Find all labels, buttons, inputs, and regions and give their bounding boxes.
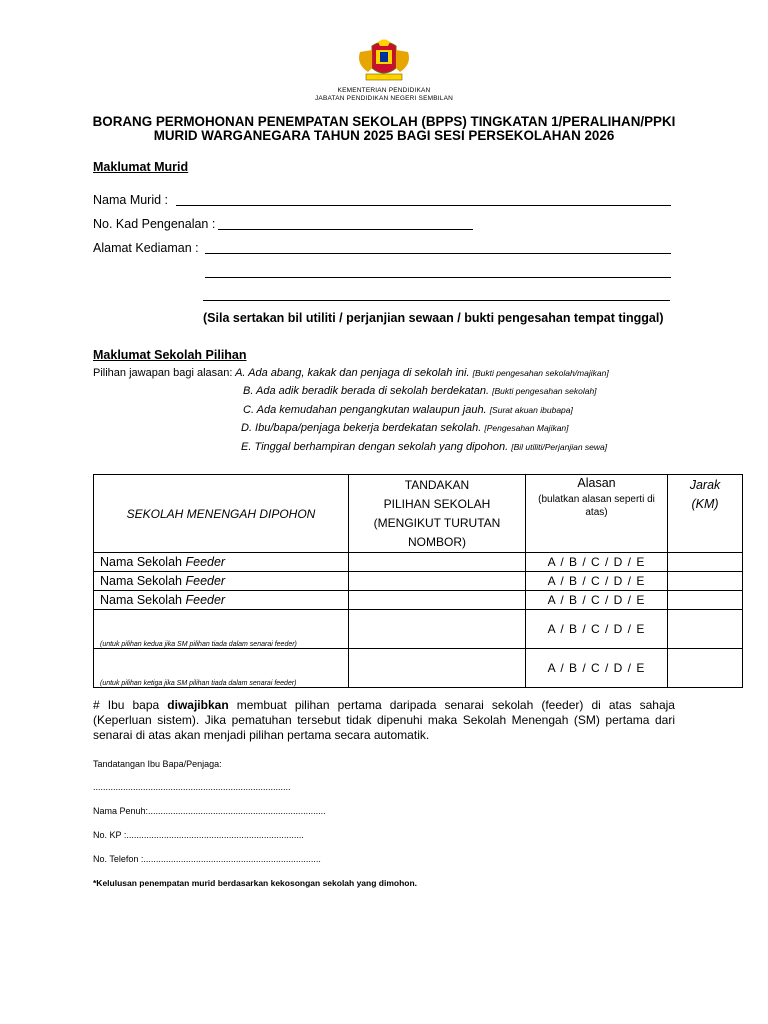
choice-cell[interactable] [349, 591, 526, 610]
approval-footnote: *Kelulusan penempatan murid berdasarkan kekosongan sekolah yang dimohon. [93, 878, 418, 888]
reason-cell[interactable]: A / B / C / D / E [526, 591, 668, 610]
reason-option-a [93, 367, 609, 379]
form-title-line1: BORANG PERMOHONAN PENEMPATAN SEKOLAH (BPPS) TINGKATAN 1/PERALIHAN/PPKI [92, 114, 676, 129]
school-section-heading: Maklumat Sekolah Pilihan [93, 348, 247, 362]
fullname-field[interactable]: Nama Penuh:....................................................................... [93, 806, 326, 816]
ic-number-input[interactable] [218, 229, 473, 230]
distance-cell[interactable] [668, 572, 743, 591]
header-distance-l2: (KM) [691, 497, 719, 511]
distance-cell[interactable] [668, 591, 743, 610]
feeder-prefix: Nama Sekolah [100, 555, 182, 569]
choice-cell[interactable] [349, 572, 526, 591]
reason-cell[interactable]: A / B / C / D / E [526, 572, 668, 591]
header-choice [349, 475, 526, 553]
table-header-row [94, 475, 743, 553]
address-input-line3[interactable] [203, 300, 670, 301]
reason-option-e [241, 441, 607, 453]
notice-paragraph [93, 698, 675, 743]
header-distance [668, 475, 743, 553]
header-distance-l1: Jarak [689, 478, 721, 492]
second-choice-cell[interactable] [94, 610, 349, 649]
signature-line[interactable]: ............................................................................... [93, 782, 291, 792]
reason-a-text: A. Ada abang, kakak dan penjaga di sekolah ini. [235, 367, 470, 379]
address-label: Alamat Kediaman : [93, 241, 199, 255]
reason-c-evidence: [Surat akuan ibubapa] [489, 405, 573, 415]
phone-field[interactable]: No. Telefon :....................................................................... [93, 854, 321, 864]
feeder-school-cell [94, 591, 349, 610]
kp-field[interactable]: No. KP :....................................................................... [93, 830, 304, 840]
reason-option-d [241, 422, 569, 434]
header-school: SEKOLAH MENENGAH DIPOHON [94, 475, 349, 553]
header-reason-sub: (bulatkan alasan seperti di atas) [538, 494, 655, 518]
table-row [94, 610, 743, 649]
feeder-word: Feeder [185, 555, 226, 569]
reason-cell[interactable]: A / B / C / D / E [526, 553, 668, 572]
table-row [94, 572, 743, 591]
header-choice-l4: NOMBOR) [408, 534, 466, 549]
student-name-input[interactable] [176, 205, 671, 206]
address-input-line2[interactable] [205, 277, 671, 278]
header-reason-title: Alasan [577, 476, 616, 490]
header-choice-l1: TANDAKAN [404, 477, 470, 492]
header-choice-l3: (MENGIKUT TURUTAN [373, 515, 501, 530]
coat-of-arms-logo [352, 38, 416, 86]
reason-e-text: E. Tinggal berhampiran dengan sekolah yang dipohon. [241, 441, 509, 453]
feeder-school-cell [94, 572, 349, 591]
distance-cell[interactable] [668, 553, 743, 572]
table-row [94, 591, 743, 610]
notice-lead: # Ibu bapa [93, 698, 160, 712]
address-input-line1[interactable] [205, 253, 671, 254]
table-row [94, 649, 743, 688]
feeder-word: Feeder [185, 593, 226, 607]
choice-cell[interactable] [349, 553, 526, 572]
student-name-label: Nama Murid : [93, 193, 169, 207]
ic-number-label: No. Kad Pengenalan : [93, 217, 216, 231]
choice-cell[interactable] [349, 610, 526, 649]
reason-b-evidence: [Bukti pengesahan sekolah] [492, 386, 597, 396]
reason-c-text: C. Ada kemudahan pengangkutan walaupun jauh. [243, 404, 487, 416]
ministry-name: KEMENTERIAN PENDIDIKAN [337, 87, 431, 94]
feeder-prefix: Nama Sekolah [100, 574, 182, 588]
reason-d-text: D. Ibu/bapa/penjaga bekerja berdekatan sekolah. [241, 422, 482, 434]
notice-rest: membuat pilihan pertama daripada senarai sekolah (feeder) di atas sahaja (Keperluan sistem). Jika pematuhan tersebut tidak dipenuhi maka Sekolah Menengah (SM) pertama dari senarai di atas akan menjadi pilihan pertama secara automatik. [93, 698, 675, 742]
reason-cell[interactable]: A / B / C / D / E [526, 649, 668, 688]
choice-cell[interactable] [349, 649, 526, 688]
school-choice-table [93, 474, 743, 688]
header-reason [526, 475, 668, 553]
third-choice-note: (untuk pilihan ketiga jika SM pilihan tiada dalam senarai feeder) [100, 680, 297, 687]
reason-option-c [243, 404, 573, 416]
address-note: (Sila sertakan bil utiliti / perjanjian sewaan / bukti pengesahan tempat tinggal) [203, 311, 664, 325]
feeder-prefix: Nama Sekolah [100, 593, 182, 607]
notice-bold: diwajibkan [167, 698, 229, 712]
department-name: JABATAN PENDIDIKAN NEGERI SEMBILAN [314, 95, 454, 102]
second-choice-note: (untuk pilihan kedua jika SM pilihan tiada dalam senarai feeder) [100, 641, 297, 648]
signature-label: Tandatangan Ibu Bapa/Penjaga: [93, 759, 222, 769]
feeder-school-cell [94, 553, 349, 572]
table-row [94, 553, 743, 572]
reason-cell[interactable]: A / B / C / D / E [526, 610, 668, 649]
reason-intro: Pilihan jawapan bagi alasan: [93, 367, 233, 379]
reason-a-evidence: [Bukti pengesahan sekolah/majikan] [472, 368, 609, 378]
reason-e-evidence: [Bil utiliti/Perjanjian sewa] [511, 442, 608, 452]
header-choice-l2: PILIHAN SEKOLAH [383, 496, 491, 511]
reason-d-evidence: [Pengesahan Majikan] [484, 423, 569, 433]
third-choice-cell[interactable] [94, 649, 349, 688]
distance-cell[interactable] [668, 649, 743, 688]
feeder-word: Feeder [185, 574, 226, 588]
reason-option-b [243, 385, 597, 397]
reason-b-text: B. Ada adik beradik berada di sekolah berdekatan. [243, 385, 490, 397]
distance-cell[interactable] [668, 610, 743, 649]
form-title-line2: MURID WARGANEGARA TAHUN 2025 BAGI SESI PERSEKOLAHAN 2026 [153, 128, 615, 143]
student-section-heading: Maklumat Murid [93, 160, 189, 174]
